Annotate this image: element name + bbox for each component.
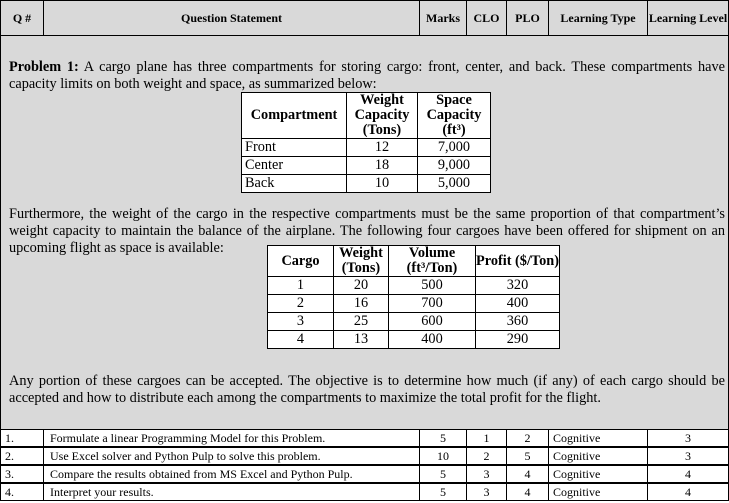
table-cell: 16	[334, 295, 389, 313]
question-clo: 2	[466, 447, 507, 465]
table-cell: 700	[389, 295, 476, 313]
table-cell: 500	[389, 277, 476, 295]
question-number: 1.	[0, 429, 44, 447]
question-marks: 5	[419, 429, 467, 447]
question-plo: 4	[506, 483, 549, 501]
header-plo: PLO	[506, 0, 549, 36]
table-cell: 2	[268, 295, 334, 313]
table-cell: 20	[334, 277, 389, 295]
table-cell: 360	[476, 313, 560, 331]
table-row	[242, 157, 491, 175]
col-space-capacity: Space Capacity (ft³)	[418, 93, 491, 139]
question-marks: 10	[419, 447, 467, 465]
table-cell: Back	[242, 175, 347, 193]
table-row	[0, 483, 729, 501]
problem-section	[0, 36, 729, 429]
table-cell: 12	[347, 139, 418, 157]
question-number: 2.	[0, 447, 44, 465]
table-cell: 400	[476, 295, 560, 313]
header-clo: CLO	[466, 0, 507, 36]
header-question-statement: Question Statement	[43, 0, 420, 36]
compartment-table	[241, 92, 491, 193]
question-rows	[0, 429, 729, 501]
problem-intro	[9, 59, 725, 93]
question-plo: 2	[506, 429, 549, 447]
table-row	[0, 465, 729, 483]
problem-label: Problem 1:	[9, 59, 79, 75]
question-plo: 5	[506, 447, 549, 465]
question-marks: 5	[419, 483, 467, 501]
header-learning-level: Learning Level	[647, 0, 729, 36]
table-cell: 600	[389, 313, 476, 331]
table-row	[268, 313, 560, 331]
table-row	[0, 447, 729, 465]
question-number: 4.	[0, 483, 44, 501]
question-marks: 5	[419, 465, 467, 483]
question-statement: Compare the results obtained from MS Excel and Python Pulp.	[43, 465, 420, 483]
question-clo: 3	[466, 465, 507, 483]
question-number: 3.	[0, 465, 44, 483]
question-clo: 3	[466, 483, 507, 501]
question-learning-type: Cognitive	[548, 465, 648, 483]
table-row	[268, 295, 560, 313]
table-cell: 9,000	[418, 157, 491, 175]
table-cell: 320	[476, 277, 560, 295]
problem-intro-text: A cargo plane has three compartments for storing cargo: front, center, and back. These compartments have capacity limits on both weight and space, as summarized below:	[9, 59, 725, 92]
col-compartment: Compartment	[242, 93, 347, 139]
table-row	[0, 429, 729, 447]
question-learning-type: Cognitive	[548, 447, 648, 465]
table-cell: 1	[268, 277, 334, 295]
table-header-row	[0, 0, 729, 36]
table-row	[242, 139, 491, 157]
table-cell: 18	[347, 157, 418, 175]
header-marks: Marks	[419, 0, 467, 36]
problem-closing-text: Any portion of these cargoes can be accepted. The objective is to determine how much (if any) of each cargo should be accepted and how to distribute each among the compartments to maximize the total profit for the flight.	[9, 373, 725, 406]
question-plo: 4	[506, 465, 549, 483]
table-cell: 10	[347, 175, 418, 193]
table-header	[268, 246, 560, 277]
table-cell: Front	[242, 139, 347, 157]
table-cell: Center	[242, 157, 347, 175]
table-cell: 7,000	[418, 139, 491, 157]
question-learning-level: 4	[647, 483, 729, 501]
table-cell: 290	[476, 331, 560, 349]
col-weight-capacity: Weight Capacity (Tons)	[347, 93, 418, 139]
question-learning-level: 3	[647, 447, 729, 465]
col-volume: Volume (ft³/Ton)	[389, 246, 476, 277]
table-cell: 25	[334, 313, 389, 331]
question-learning-type: Cognitive	[548, 483, 648, 501]
header-q-no: Q #	[0, 0, 44, 36]
question-learning-level: 3	[647, 429, 729, 447]
question-clo: 1	[466, 429, 507, 447]
question-statement: Formulate a linear Programming Model for this Problem.	[43, 429, 420, 447]
table-row	[242, 175, 491, 193]
table-row	[268, 277, 560, 295]
question-learning-type: Cognitive	[548, 429, 648, 447]
cargo-table	[267, 245, 560, 349]
problem-middle-text: Furthermore, the weight of the cargo in the respective compartments must be the same proportion of that compartment’s weight capacity to maintain the balance of the airplane. The following four cargoes have been offered for shipment on an upcoming flight as space is available:	[9, 206, 725, 256]
col-profit: Profit ($/Ton)	[476, 246, 560, 277]
question-statement: Use Excel solver and Python Pulp to solve this problem.	[43, 447, 420, 465]
table-cell: 5,000	[418, 175, 491, 193]
header-learning-type: Learning Type	[548, 0, 648, 36]
table-cell: 400	[389, 331, 476, 349]
col-weight: Weight (Tons)	[334, 246, 389, 277]
question-statement: Interpret your results.	[43, 483, 420, 501]
question-learning-level: 4	[647, 465, 729, 483]
table-cell: 13	[334, 331, 389, 349]
table-header	[242, 93, 491, 139]
col-cargo: Cargo	[268, 246, 334, 277]
table-cell: 4	[268, 331, 334, 349]
table-row	[268, 331, 560, 349]
table-cell: 3	[268, 313, 334, 331]
